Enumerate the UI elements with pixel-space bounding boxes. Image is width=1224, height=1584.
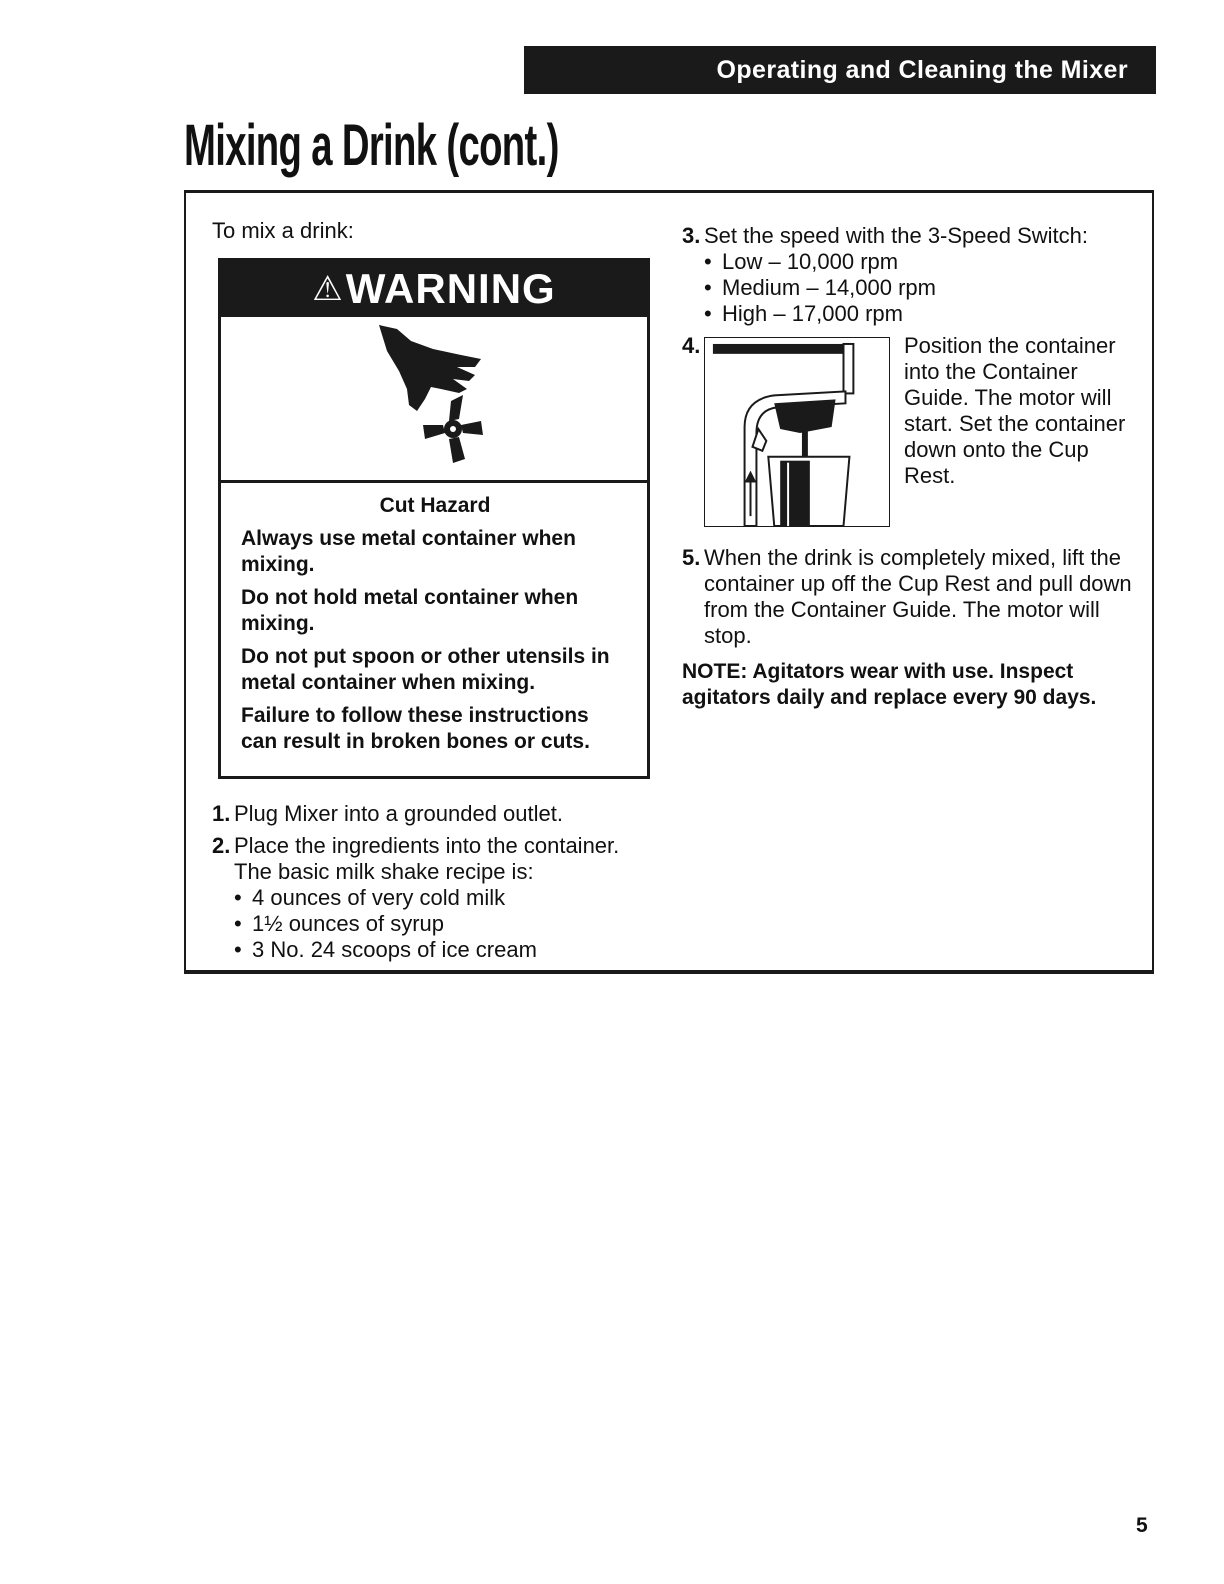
cut-hazard-symbol <box>221 317 647 483</box>
step-4 <box>682 333 1142 539</box>
step-3 <box>682 223 1142 327</box>
section-banner <box>524 46 1156 94</box>
speed-list <box>704 249 1142 327</box>
step-2 <box>212 833 652 963</box>
section-title: Operating and Cleaning the Mixer <box>716 55 1128 84</box>
step-text: Position the container into the Container Guide. The motor will start. Set the container down onto the Cup Rest. <box>904 333 1126 488</box>
mixer-container-illustration <box>704 337 890 527</box>
warning-line: Do not put spoon or other utensils in metal container when mixing. <box>241 645 610 694</box>
step-number: 4. <box>682 333 701 358</box>
step-text: Set the speed with the 3-Speed Switch: <box>704 223 1089 248</box>
steps-list-left <box>212 801 652 963</box>
step-number: 5. <box>682 545 701 570</box>
step-number: 1. <box>212 801 231 826</box>
content-box <box>184 190 1154 974</box>
step-1 <box>212 801 652 827</box>
step-5 <box>682 545 1142 649</box>
step-number: 3. <box>682 223 701 248</box>
step-text: Place the ingredients into the container. The basic milk shake recipe is: <box>234 833 620 884</box>
page-number: 5 <box>1136 1514 1148 1537</box>
steps-list-right <box>682 223 1142 649</box>
right-column <box>682 223 1142 711</box>
warning-box <box>218 258 650 779</box>
list-item: • Medium – 14,000 rpm <box>704 275 1142 301</box>
page-title: Mixing a Drink (cont.) <box>184 113 559 178</box>
step-4-body <box>704 333 1142 539</box>
warning-line: Do not hold metal container when mixing. <box>241 586 579 635</box>
cut-hazard-hand-blade-icon <box>371 325 501 470</box>
list-item: • 3 No. 24 scoops of ice cream <box>234 937 652 963</box>
step-number: 2. <box>212 833 231 858</box>
warning-text <box>221 483 647 776</box>
warning-label: WARNING <box>345 265 556 312</box>
step-text: Plug Mixer into a grounded outlet. <box>234 801 563 826</box>
list-item: • High – 17,000 rpm <box>704 301 1142 327</box>
warning-line: Always use metal container when mixing. <box>241 527 576 576</box>
intro-text: To mix a drink: <box>212 218 354 243</box>
warning-triangle-icon: ⚠ <box>312 270 344 308</box>
warning-line: Failure to follow these instructions can result in broken bones or cuts. <box>241 704 590 753</box>
list-item: • Low – 10,000 rpm <box>704 249 1142 275</box>
note-text: NOTE: Agitators wear with use. Inspect agitators daily and replace every 90 days. <box>682 660 1097 709</box>
recipe-list <box>234 885 652 963</box>
hazard-title: Cut Hazard <box>379 494 491 517</box>
warning-header <box>221 261 647 317</box>
left-column <box>212 217 652 969</box>
list-item: • 4 ounces of very cold milk <box>234 885 652 911</box>
step-text: When the drink is completely mixed, lift the container up off the Cup Rest and pull down from the Container Guide. The motor will stop. <box>704 545 1132 648</box>
list-item: • 1½ ounces of syrup <box>234 911 652 937</box>
